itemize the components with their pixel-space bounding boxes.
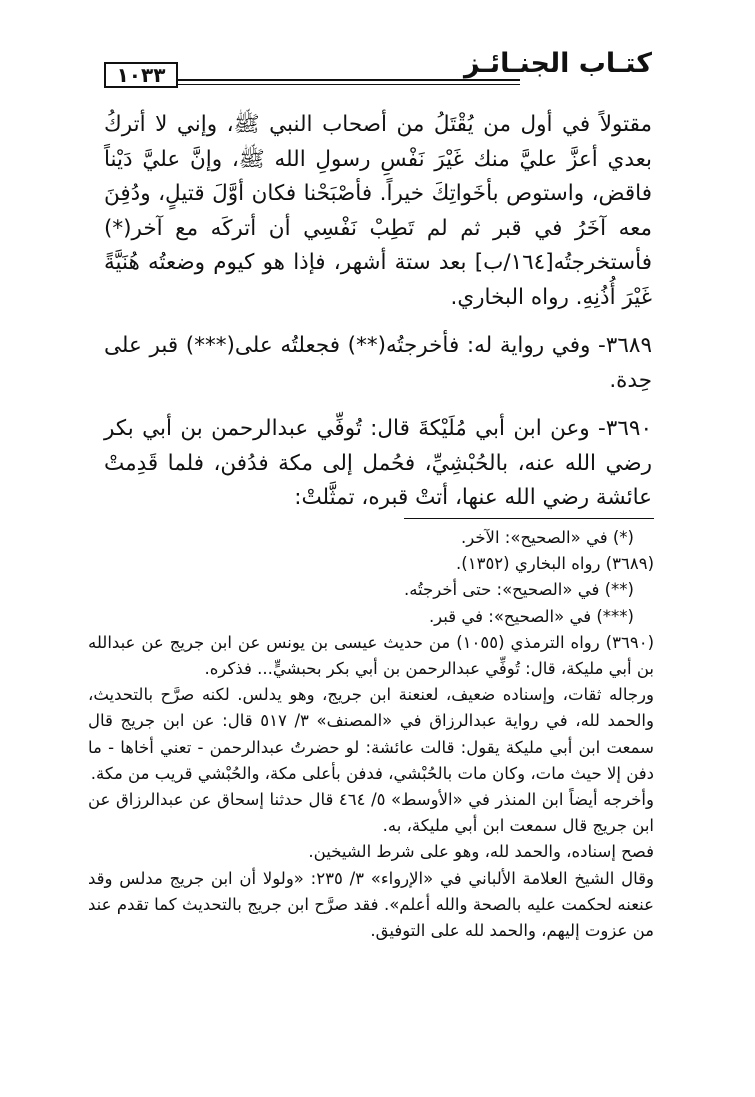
footnote: فصح إسناده، والحمد لله، وهو على شرط الشيخين.	[308, 842, 654, 862]
hadith-3689: ٣٦٨٩- وفي رواية له: فأخرجتُه(**) فجعلتُه على(***) قبر على حِدة.	[104, 333, 652, 393]
chapter-title: كتـاب الجنـائـز	[463, 48, 652, 79]
header-rule	[178, 79, 520, 85]
footnote: وأخرجه أيضاً ابن المنذر في «الأوسط» ٥/ ٤٦٤ قال حدثنا إسحاق عن عبدالرزاق عن ابن جريج قال سمعت ابن أبي مليكة، به.	[88, 790, 654, 836]
main-text	[104, 108, 652, 530]
main-paragraph: مقتولاً في أول من يُقْتَلُ من أصحاب النبي ﷺ، وإني لا أتركُ بعدي أعزَّ عليَّ منك غَيْرَ نَفْسِ رسولِ الله ﷺ، وإنَّ عليَّ دَيْناً فاقض، واستوص بأخَواتِكَ خيراً. فأصْبَحْنا فكان أوَّلَ قتيلٍ، ودُفِنَ معه آخَرُ في قبر ثم لم تَطِبْ نَفْسِي أن أتركَه مع آخر(*) فأستخرجتُه[١٦٤/ب] بعد ستة أشهر، فإذا هو كيوم وضعتُه هُنَيَّةً غَيْرَ أُذُنِهِ. رواه البخاري.	[104, 112, 652, 310]
hadith-3690: ٣٦٩٠- وعن ابن أبي مُلَيْكةَ قال: تُوفِّي عبدالرحمن بن أبي بكر رضي الله عنه، بالحُبْشِيِّ، فحُمل إلى مكة فدُفن، فلما قَدِمتْ عائشة رضي الله عنها، أتتْ قبره، تمثَّلتْ:	[104, 416, 652, 510]
footnote: (*) في «الصحيح»: الآخر.	[461, 528, 634, 547]
footnote: (٣٦٩٠) رواه الترمذي (١٠٥٥) من حديث عيسى بن يونس عن ابن جريج عن عبدالله بن أبي مليكة، قال: تُوفِّي عبدالرحمن بن أبي بكر بحبشيٍّ... فذكره.	[88, 632, 654, 679]
footnote: ورجاله ثقات، وإسناده ضعيف، لعنعنة ابن جريج، وهو يدلس. لكنه صرَّح بالتحديث، والحمد لله، في رواية عبدالرزاق في «المصنف» ٣/ ٥١٧ قال: عن ابن جريج قال سمعت ابن أبي مليكة يقول: قالت عائشة: لو حضرتُ عبدالرحمن - تعني أخاها - ما دفن إلا حيث مات، وكان مات بالحُبْشي، فدفن بأعلى مكة، والحُبْشي قريب من مكة.	[88, 685, 654, 783]
footnote: (***) في «الصحيح»: في قبر.	[428, 606, 634, 626]
footnotes	[88, 525, 654, 944]
page-header	[104, 46, 652, 90]
page-number: ١٠٣٣	[104, 62, 178, 88]
footnote: (٣٦٨٩) رواه البخاري (١٣٥٢).	[456, 554, 654, 574]
footnote: (**) في «الصحيح»: حتى أخرجتُه.	[403, 580, 634, 600]
footnote: وقال الشيخ العلامة الألباني في «الإرواء» ٣/ ٢٣٥: «ولولا أن ابن جريج مدلس وقد عنعنه لحكمت عليه بالصحة والله أعلم». فقد صرَّح ابن جريج بالتحديث كما تقدم عند من عزوت إليهم، والحمد لله على التوفيق.	[88, 868, 654, 941]
footnote-divider	[404, 518, 654, 519]
